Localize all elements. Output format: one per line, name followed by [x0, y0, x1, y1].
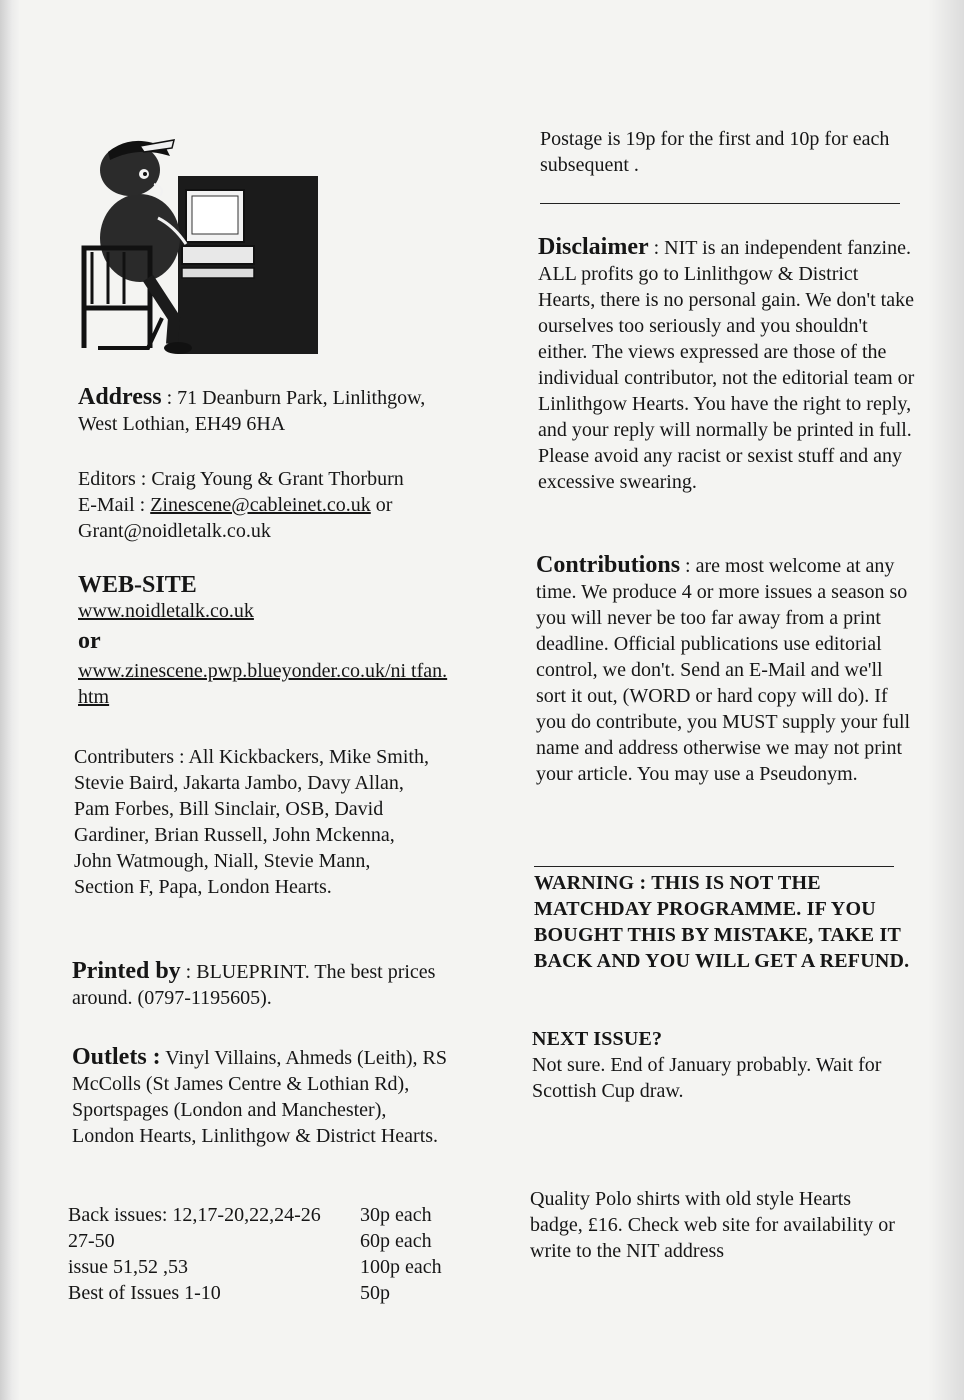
disclaimer-label: Disclaimer	[538, 234, 649, 260]
printed-by-block	[72, 958, 438, 1011]
back-issues-table	[68, 1202, 442, 1306]
back-issue-price: 30p each	[360, 1204, 432, 1226]
page-binding-edge	[0, 0, 20, 1400]
back-issue-price: 60p each	[360, 1230, 432, 1252]
polo-block	[530, 1186, 902, 1264]
next-issue-heading: NEXT ISSUE?	[532, 1028, 663, 1050]
website-heading: WEB-SITE	[78, 572, 197, 598]
website-or: or	[78, 628, 101, 654]
email-join: or	[370, 494, 393, 516]
page-right-shadow	[928, 0, 964, 1400]
contributers-text: Contributers : All Kickbackers, Mike Smith, Stevie Baird, Jakarta Jambo, Davy Allan, Pam Forbes, Bill Sinclair, OSB, David Gardiner, Brian Russell, John Mckenna, John Watmough, Niall, Stevie Mann, Section F, Papa, London Hearts.	[74, 746, 429, 898]
warning-block	[534, 870, 910, 974]
table-row	[68, 1202, 442, 1228]
printed-text: : BLUEPRINT. The best prices around. (0797-1195605).	[72, 961, 436, 1009]
outlets-text: Vinyl Villains, Ahmeds (Leith), RS McColls (St James Centre & Lothian Rd), Sportspages (London and Manchester), London Hearts, Linlithgow & District Hearts.	[72, 1047, 447, 1147]
postage-block	[540, 126, 900, 178]
outlets-label: Outlets :	[72, 1044, 161, 1070]
website-block	[78, 572, 462, 710]
contributers-block	[74, 744, 434, 900]
printed-label: Printed by	[72, 958, 181, 984]
back-issue-price: 100p each	[360, 1256, 442, 1278]
email-grant[interactable]: Grant@noidletalk.co.uk	[78, 520, 271, 542]
disclaimer-block	[538, 234, 918, 495]
back-issue-item: Back issues: 12,17-20,22,24-26	[68, 1204, 321, 1226]
divider	[540, 203, 900, 204]
next-issue-text: Not sure. End of January probably. Wait for Scottish Cup draw.	[532, 1054, 882, 1102]
back-issue-price: 50p	[360, 1282, 390, 1304]
table-row	[68, 1254, 442, 1280]
back-issue-item: issue 51,52 ,53	[68, 1256, 188, 1278]
editors-line: Editors : Craig Young & Grant Thorburn	[78, 468, 404, 490]
postage-text: Postage is 19p for the first and 10p for each subsequent .	[540, 128, 890, 176]
contributions-text: : are most welcome at any time. We produce 4 or more issues a season so you will never be too far away from a print deadline. Official publications use editorial control, we don't. Send an E-Mail and we'll sort it out, (WORD or hard copy will do). If you do contribute, you MUST supply your full name and address otherwise we may not print your article. You may use a Pseudonym.	[536, 555, 911, 785]
editors-block	[78, 466, 462, 544]
outlets-block	[72, 1044, 452, 1149]
address-text: : 71 Deanburn Park, Linlithgow, West Lothian, EH49 6HA	[78, 387, 426, 435]
mascot-at-computer-icon	[78, 118, 328, 358]
address-label: Address	[78, 384, 162, 410]
website-link-zinescene[interactable]: www.zinescene.pwp.blueyonder.co.uk/ni tfan.htm	[78, 660, 448, 708]
email-prefix: E-Mail :	[78, 494, 151, 516]
back-issue-item: Best of Issues 1-10	[68, 1282, 221, 1304]
table-row	[68, 1280, 442, 1306]
table-row	[68, 1228, 442, 1254]
disclaimer-text: : NIT is an independent fanzine. ALL profits go to Linlithgow & District Hearts, there is no personal gain. We don't take ourselves too seriously and you shouldn't either. The views expressed are those of the individual contributor, not the editorial team or Linlithgow Hearts. You have the right to reply, and your reply will normally be printed in full. Please avoid any racist or sexist stuff and any excessive swearing.	[538, 237, 915, 493]
polo-text: Quality Polo shirts with old style Hearts badge, £16. Check web site for availability or write to the NIT address	[530, 1188, 895, 1262]
contributions-block	[536, 552, 912, 787]
contributions-label: Contributions	[536, 552, 681, 578]
divider	[534, 866, 894, 867]
back-issue-item: 27-50	[68, 1230, 115, 1252]
warning-text: WARNING : THIS IS NOT THE MATCHDAY PROGRAMME. IF YOU BOUGHT THIS BY MISTAKE, TAKE IT BACK AND YOU WILL GET A REFUND.	[534, 872, 910, 972]
address-block	[78, 384, 462, 437]
next-issue-block	[532, 1026, 902, 1104]
email-link-zinescene[interactable]: Zinescene@cableinet.co.uk	[150, 494, 371, 516]
website-link-noidletalk[interactable]: www.noidletalk.co.uk	[78, 600, 254, 622]
